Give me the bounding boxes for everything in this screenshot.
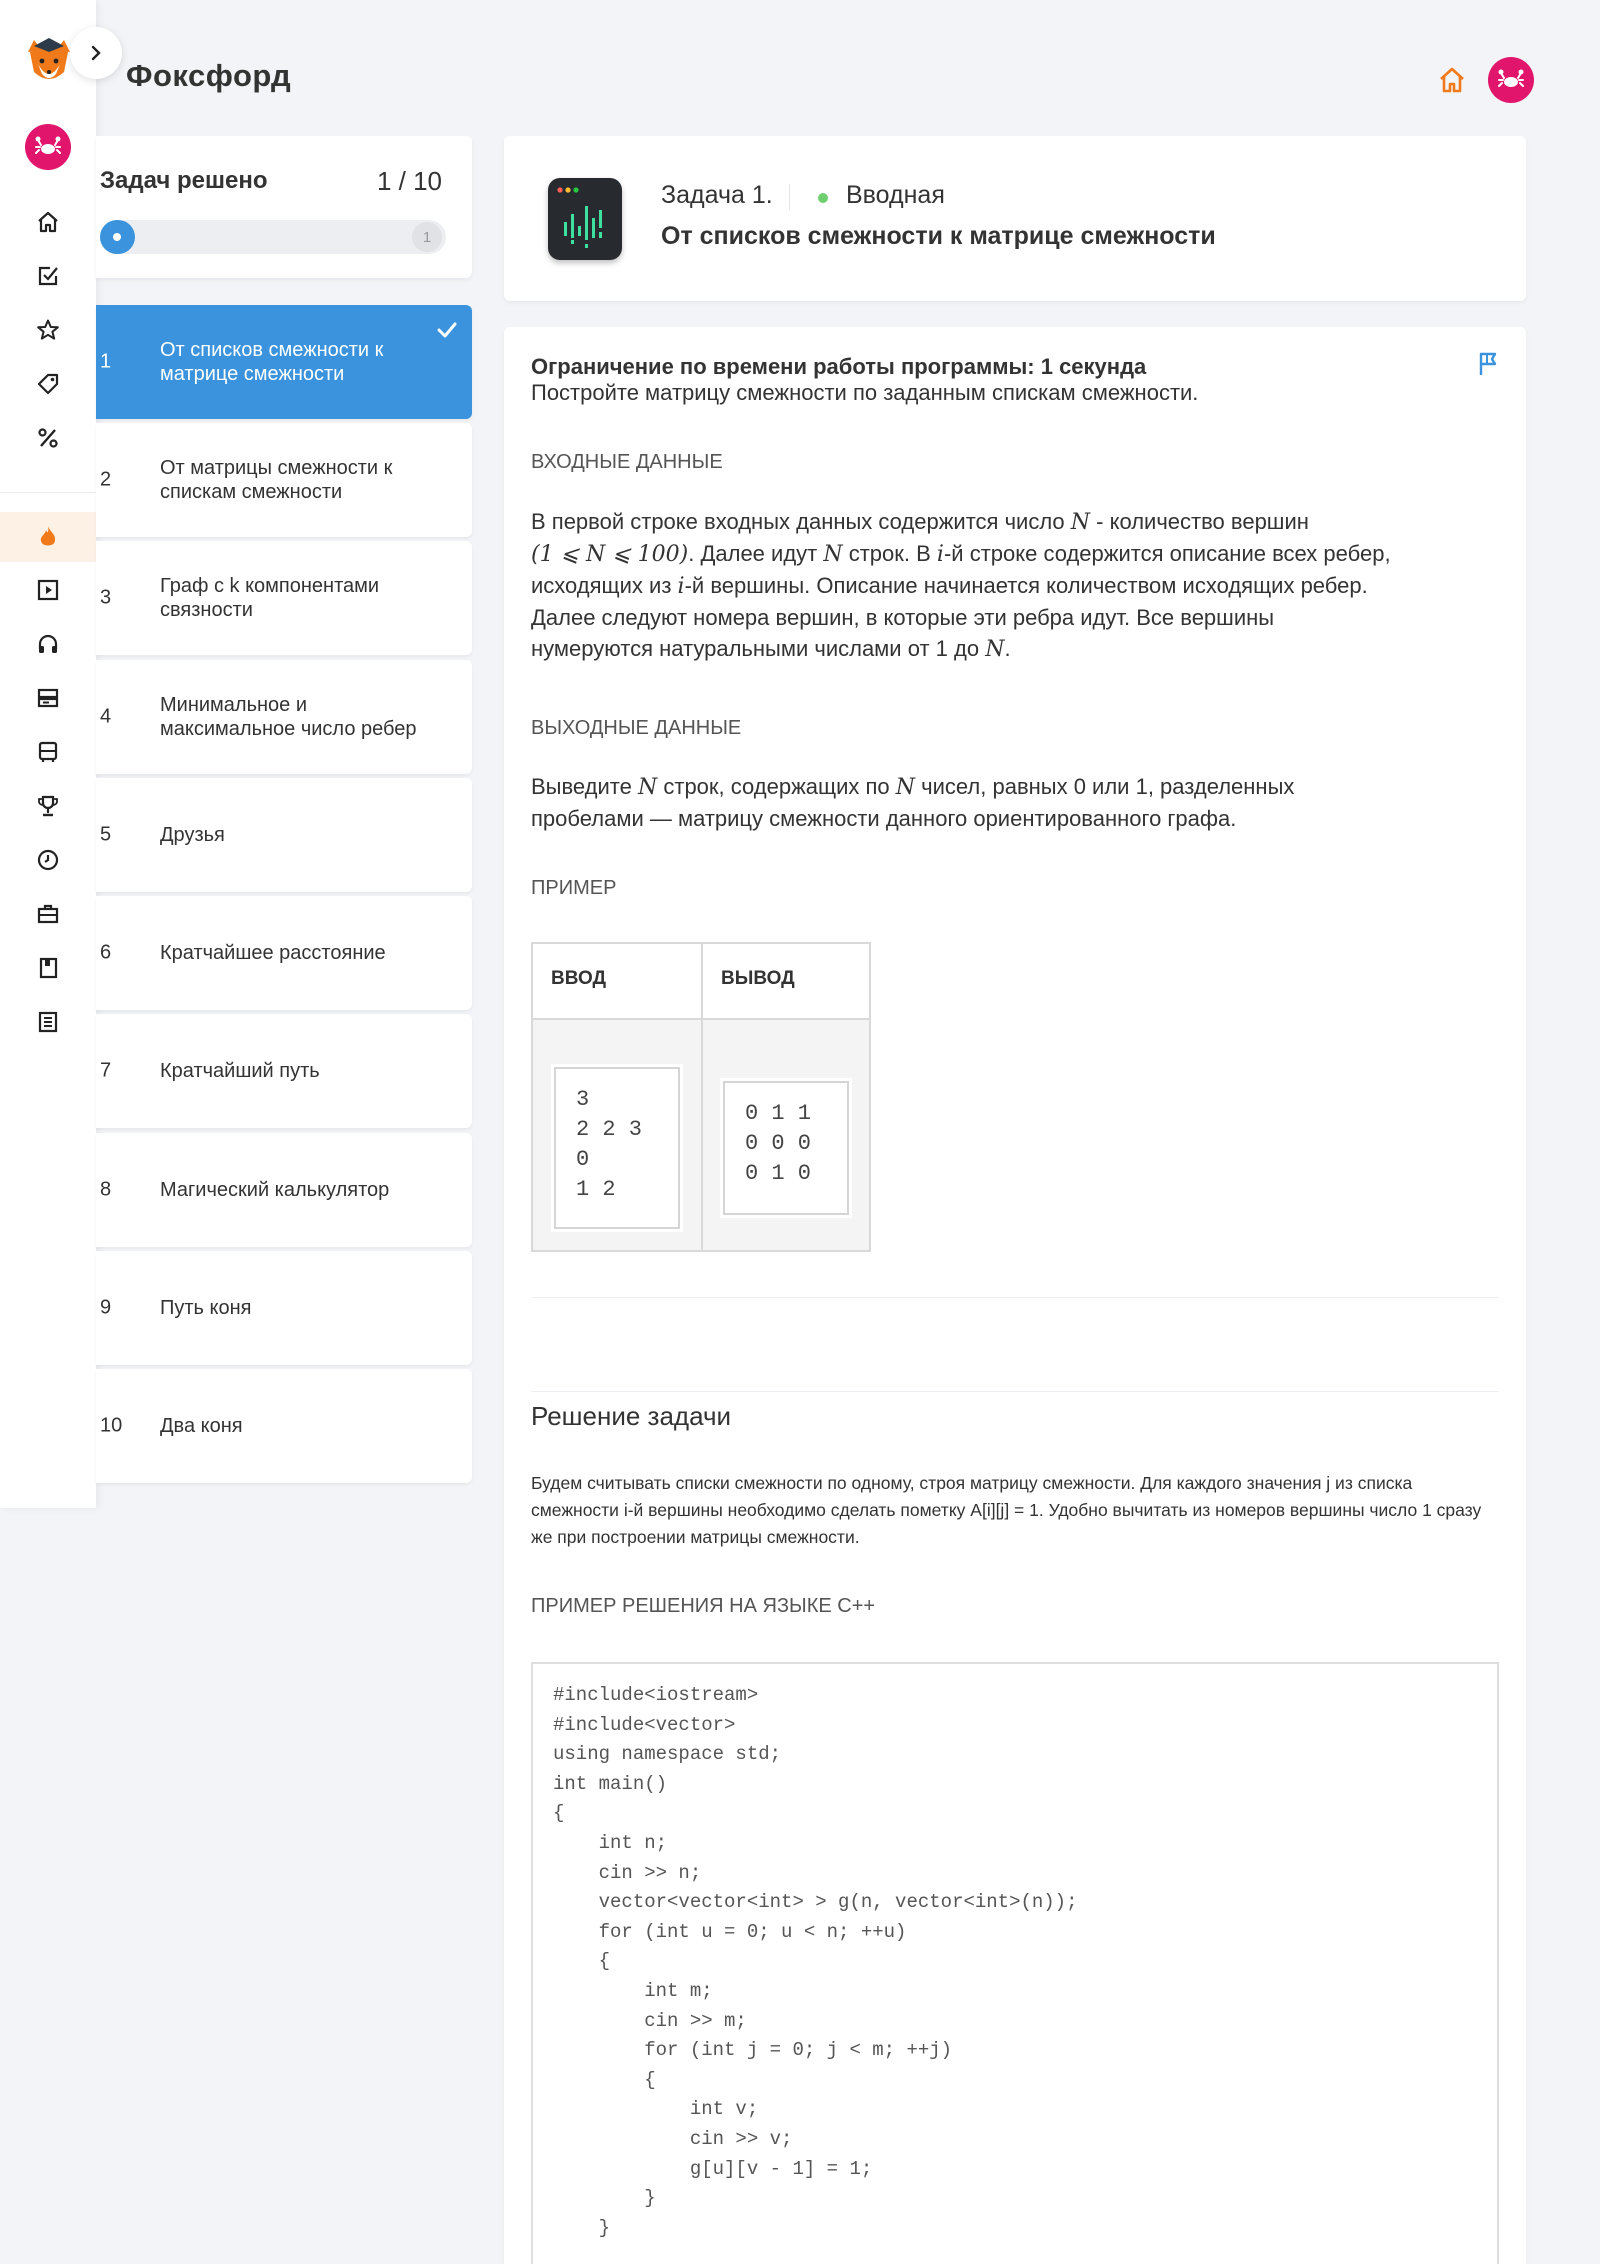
task-title: От матрицы смежности к спискам смежности — [160, 457, 393, 503]
flag-icon[interactable] — [1476, 351, 1502, 377]
example-output-header: ВЫВОД — [721, 968, 795, 989]
level-label: Вводная — [846, 181, 945, 209]
task-title: Друзья — [160, 824, 225, 846]
time-limit: Ограничение по времени работы программы: 1 секунда — [531, 354, 1147, 379]
progress-bar — [100, 220, 446, 254]
crab-icon — [35, 136, 61, 158]
task-number: 2 — [100, 468, 112, 491]
task-item[interactable] — [96, 1014, 472, 1128]
task-title: Кратчайшее расстояние — [160, 942, 386, 964]
task-title: Минимальное и максимальное число ребер — [160, 694, 417, 740]
section-divider — [531, 1391, 1499, 1392]
task-item[interactable] — [96, 305, 472, 419]
list-icon[interactable] — [32, 1006, 64, 1038]
header-separator — [789, 184, 790, 210]
rail-divider — [0, 492, 96, 493]
task-number: 4 — [100, 705, 112, 728]
example-heading: ПРИМЕР — [531, 877, 617, 899]
output-description: Выведите N строк, содержащих по N чисел, равных 0 или 1, разделенных пробелами — матрицу смежности данного ориентированного графа. — [531, 774, 1295, 831]
brand-title[interactable]: Фоксфорд — [126, 58, 292, 93]
level-indicator-dot — [818, 193, 828, 203]
fox-logo-icon[interactable] — [26, 34, 72, 86]
task-number: 5 — [100, 823, 112, 846]
task-title: От списков смежности к матрице смежности — [160, 339, 384, 385]
task-title: Кратчайший путь — [160, 1060, 320, 1082]
code-content: #include<iostream> #include<vector> using namespace std; int main() { int n; cin >> n; vector<vector<int> > g(n, vector<int>(n)); for (int u = 0; u < n; ++u) { int m; cin >> m; for (int j = 0; j < m; ++j) { int v; cin >> v; g[u][v - 1] = 1; } } — [553, 1684, 1078, 2239]
task-item[interactable] — [96, 423, 472, 537]
task-item[interactable] — [96, 1251, 472, 1365]
task-number-label: Задача 1. — [661, 181, 773, 209]
book-icon[interactable] — [32, 952, 64, 984]
check-icon — [436, 319, 458, 341]
clock-icon[interactable] — [32, 844, 64, 876]
task-number: 3 — [100, 586, 112, 609]
task-title: Два коня — [160, 1415, 243, 1437]
example-input-box — [554, 1067, 680, 1229]
output-heading: ВЫХОДНЫЕ ДАННЫЕ — [531, 717, 742, 739]
example-input-value: 3 2 2 3 0 1 2 — [576, 1087, 643, 1202]
example-input-header: ВВОД — [551, 968, 607, 989]
task-number: 8 — [100, 1178, 112, 1201]
task-item[interactable] — [96, 660, 472, 774]
input-heading: ВХОДНЫЕ ДАННЫЕ — [531, 451, 723, 473]
briefcase-icon[interactable] — [32, 898, 64, 930]
percent-icon[interactable] — [32, 422, 64, 454]
star-icon[interactable] — [32, 314, 64, 346]
example-output-value: 0 1 1 0 0 0 0 1 0 — [745, 1101, 812, 1186]
section-divider — [531, 1297, 1499, 1298]
crab-icon — [1498, 69, 1524, 91]
terminal-icon — [548, 178, 622, 260]
task-number: 9 — [100, 1296, 112, 1319]
bus-icon[interactable] — [32, 736, 64, 768]
chevron-right-icon — [89, 44, 103, 62]
progress-count: 1 / 10 — [376, 166, 442, 196]
play-icon[interactable] — [32, 574, 64, 606]
progress-label: Задач решено — [100, 167, 268, 194]
progress-card — [96, 136, 472, 278]
user-avatar[interactable] — [1488, 57, 1534, 103]
task-item[interactable] — [96, 1369, 472, 1483]
check-square-icon[interactable] — [32, 260, 64, 292]
task-number: 10 — [100, 1414, 123, 1437]
problem-intro: Постройте матрицу смежности по заданным спискам смежности. — [531, 380, 1199, 405]
home-icon[interactable] — [1434, 62, 1470, 98]
task-number: 7 — [100, 1059, 112, 1082]
task-item[interactable] — [96, 1133, 472, 1247]
code-block — [531, 1662, 1499, 2264]
progress-end-marker: 1 — [412, 222, 442, 252]
task-number: 1 — [100, 350, 112, 373]
task-item[interactable] — [96, 778, 472, 892]
user-avatar[interactable] — [25, 124, 71, 170]
home-icon[interactable] — [32, 206, 64, 238]
example-table — [531, 942, 871, 1252]
task-title: Граф с k компонентами связности — [160, 575, 380, 621]
progress-dot — [113, 233, 121, 241]
task-title-heading: От списков смежности к матрице смежности — [661, 222, 1216, 250]
progress-fill — [100, 220, 135, 254]
task-header-card — [504, 136, 1526, 301]
task-title: Путь коня — [160, 1297, 252, 1319]
rail-expand-button[interactable] — [70, 27, 122, 79]
tag-icon[interactable] — [32, 368, 64, 400]
example-column-divider — [701, 944, 703, 1250]
task-title: Магический калькулятор — [160, 1179, 390, 1201]
solution-text: Будем считывать списки смежности по одному, строя матрицу смежности. Для каждого значения j из списка смежности i-й вершины необходимо сделать пометку A[i][j] = 1. Удобно вычитать из номеров вершины число 1 сразу же при построении матрицы смежности. — [531, 1473, 1482, 1547]
task-number: 6 — [100, 941, 112, 964]
input-description: В первой строке входных данных содержится число N - количество вершин (1 ⩽ N ⩽ 100). Далее идут N строк. В i-й строке содержится описание всех ребер, исходящих из i-й вершины. Описание начинается количеством исходящих ребер. Далее следуют номера вершин, в которые эти ребра идут. Все вершины нумеруются натуральными числами от 1 до N. — [531, 509, 1391, 662]
problem-content-card — [504, 327, 1526, 2264]
trophy-icon[interactable] — [32, 790, 64, 822]
solution-title: Решение задачи — [531, 1401, 732, 1431]
headphones-icon[interactable] — [32, 628, 64, 660]
task-item[interactable] — [96, 541, 472, 655]
stack-icon[interactable] — [32, 682, 64, 714]
example-output-box — [723, 1081, 849, 1215]
code-heading: ПРИМЕР РЕШЕНИЯ НА ЯЗЫКЕ C++ — [531, 1595, 876, 1617]
fire-icon[interactable] — [32, 521, 64, 553]
icon-rail — [0, 0, 96, 1508]
task-item[interactable] — [96, 896, 472, 1010]
